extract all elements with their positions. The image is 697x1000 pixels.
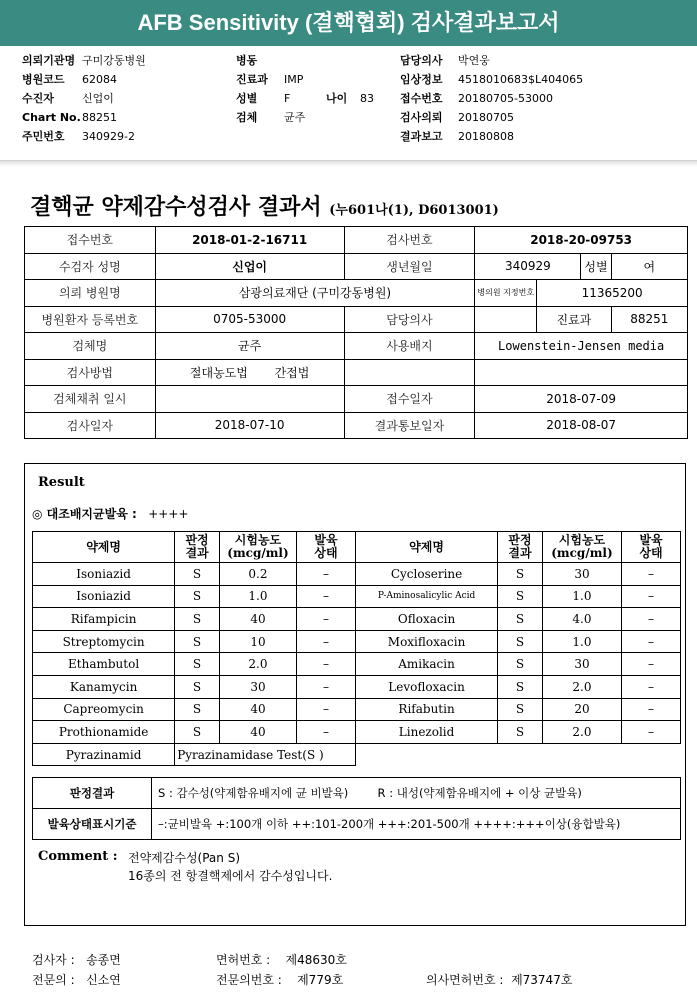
- specimen-label: 검체: [236, 111, 258, 124]
- cell-label: 접수번호: [25, 227, 156, 254]
- drug-judge: S: [498, 563, 543, 586]
- column-header: 약제명: [355, 532, 497, 563]
- department: IMP: [284, 73, 304, 86]
- column-header: 약제명: [33, 532, 175, 563]
- drug-drug: Capreomycin: [33, 698, 175, 721]
- hospital-name-label: 의뢰기관명: [22, 54, 76, 67]
- cell-label: 진료과: [537, 306, 611, 333]
- exam-number: 2018-20-09753: [475, 227, 688, 254]
- report-title: [30, 190, 499, 221]
- drug-drug: P-Aminosalicylic Acid: [355, 585, 497, 608]
- collection-datetime: [155, 386, 344, 413]
- drug-judge: S: [498, 698, 543, 721]
- column-header: 판정 결과: [498, 532, 543, 563]
- doctor: 박연웅: [458, 54, 490, 67]
- request-date-label: 검사의뢰: [400, 111, 443, 124]
- drug-conc: 20: [542, 698, 621, 721]
- request-info-table: [24, 226, 688, 439]
- drug-judge: S: [498, 608, 543, 631]
- drug-row: [33, 653, 681, 676]
- attending-doctor: [475, 306, 537, 333]
- drug-drug: Isoniazid: [33, 585, 175, 608]
- cell-label: 검사번호: [344, 227, 475, 254]
- drug-judge: S: [498, 721, 543, 744]
- drug-row: [33, 675, 681, 698]
- drug-drug: Amikacin: [355, 653, 497, 676]
- method-absolute: 절대농도법: [189, 365, 248, 380]
- drug-growth: –: [297, 630, 356, 653]
- drug-growth: –: [622, 698, 681, 721]
- drug-drug: Ofloxacin: [355, 608, 497, 631]
- report-title-text: 결핵균 약제감수성검사 결과서: [30, 194, 322, 220]
- cell-label: 사용배지: [344, 333, 475, 360]
- drug-judge: S: [175, 563, 220, 586]
- drug-conc: 1.0: [219, 585, 296, 608]
- drug-judge: S: [498, 630, 543, 653]
- cell-label: 병의원 지정번호: [475, 280, 537, 307]
- receipt-number: 2018-01-2-16711: [155, 227, 344, 254]
- column-header: 판정 결과: [175, 532, 220, 563]
- drug-drug: Linezolid: [355, 721, 497, 744]
- control-growth: [32, 505, 188, 522]
- drug-judge: S: [498, 675, 543, 698]
- cell-label: 수검자 성명: [25, 253, 156, 280]
- drug-judge: S: [175, 630, 220, 653]
- birth-date: 340929: [475, 253, 581, 280]
- tester-name: 송종면: [86, 953, 121, 967]
- specialist-number: 제779호: [297, 973, 344, 987]
- cell-label: 검체채취 일시: [25, 386, 156, 413]
- cell-label: 검체명: [25, 333, 156, 360]
- cell-label: 담당의사: [344, 306, 475, 333]
- drug-row: [33, 608, 681, 631]
- column-header: 발육 상태: [297, 532, 356, 563]
- comment-line: 전약제감수성(Pan S): [128, 851, 241, 865]
- cell-label: 검사방법: [25, 359, 156, 386]
- judgement-legend: [152, 778, 681, 809]
- clinical-info: 4518010683$L404065: [458, 73, 584, 86]
- drug-sensitivity-table: [32, 531, 681, 766]
- report-banner-title: AFB Sensitivity (결핵협회) 검사결과보고서: [0, 0, 697, 46]
- empty-cell: [475, 359, 688, 386]
- empty-cell: [344, 359, 475, 386]
- test-date: 2018-07-10: [155, 412, 344, 439]
- drug-conc: 2.0: [542, 675, 621, 698]
- pyrazinamidase-test: Pyrazinamidase Test(S ): [175, 743, 356, 766]
- drug-drug: Levofloxacin: [355, 675, 497, 698]
- drug-conc: 40: [219, 698, 296, 721]
- notification-date: 2018-08-07: [475, 412, 688, 439]
- receipt-no: 20180705-53000: [458, 92, 553, 105]
- drug-drug: Isoniazid: [33, 563, 175, 586]
- sex: F: [284, 92, 291, 105]
- specialist-name: 신소연: [86, 973, 121, 987]
- specimen: 균주: [284, 111, 306, 124]
- drug-drug: Kanamycin: [33, 675, 175, 698]
- doctor-label: 담당의사: [400, 54, 443, 67]
- drug-row: [33, 563, 681, 586]
- column-header: 시험농도 (mcg/ml): [219, 532, 296, 563]
- chart-no-label: Chart No.: [22, 111, 81, 124]
- cell-label: 생년월일: [344, 253, 475, 280]
- comment-label: Comment :: [38, 849, 118, 864]
- judgement-s: S : 감수성(약제함유배지에 균 비발육): [158, 786, 349, 800]
- examinee-sex: 여: [611, 253, 687, 280]
- judgement-legend-label: 판정결과: [33, 778, 152, 809]
- drug-drug: Prothionamide: [33, 721, 175, 744]
- drug-growth: –: [297, 698, 356, 721]
- drug-growth: –: [622, 630, 681, 653]
- drug-conc: 0.2: [219, 563, 296, 586]
- drug-row: [33, 585, 681, 608]
- drug-drug: Rifabutin: [355, 698, 497, 721]
- drug-drug: Streptomycin: [33, 630, 175, 653]
- drug-judge: S: [498, 585, 543, 608]
- comment-section: [38, 849, 332, 885]
- specialist-label: 전문의 :: [32, 973, 75, 987]
- cell-label: 검사일자: [25, 412, 156, 439]
- cell-label: 성별: [581, 253, 611, 280]
- report-code: (누601나(1), D6013001): [329, 203, 499, 218]
- drug-drug: Rifampicin: [33, 608, 175, 631]
- comment-line: 16종의 전 항결핵제에서 감수성입니다.: [128, 869, 333, 883]
- drug-conc: 4.0: [542, 608, 621, 631]
- department-label: 진료과: [236, 73, 268, 86]
- drug-judge: S: [175, 653, 220, 676]
- drug-row: [33, 743, 681, 766]
- patient-label: 수진자: [22, 92, 54, 105]
- header-divider: [0, 160, 697, 167]
- cell-label: 의뢰 병원명: [25, 280, 156, 307]
- receipt-date: 2018-07-09: [475, 386, 688, 413]
- drug-judge: S: [175, 608, 220, 631]
- legend-table: [32, 777, 681, 840]
- drug-drug: Moxifloxacin: [355, 630, 497, 653]
- drug-growth: –: [297, 653, 356, 676]
- drug-conc: 10: [219, 630, 296, 653]
- drug-growth: –: [297, 608, 356, 631]
- license-label: 면허번호 :: [216, 953, 271, 967]
- drug-growth: –: [622, 675, 681, 698]
- drug-conc: 40: [219, 721, 296, 744]
- drug-conc: 30: [542, 653, 621, 676]
- column-header: 시험농도 (mcg/ml): [542, 532, 621, 563]
- drug-conc: 1.0: [542, 585, 621, 608]
- drug-growth: –: [622, 608, 681, 631]
- license-number: 제48630호: [285, 953, 347, 967]
- drug-drug: Ethambutol: [33, 653, 175, 676]
- test-methods: [155, 359, 344, 386]
- doctor-license-number: 제73747호: [511, 973, 573, 987]
- clinical-info-label: 임상정보: [400, 73, 443, 86]
- drug-row: [33, 698, 681, 721]
- drug-conc: 30: [219, 675, 296, 698]
- resident-no: 340929-2: [82, 130, 135, 143]
- age-label: 나이: [326, 92, 348, 105]
- drug-conc: 40: [219, 608, 296, 631]
- judgement-r: R : 내성(약제함유배지에 + 이상 균발육): [377, 786, 582, 800]
- cell-label: 접수일자: [344, 386, 475, 413]
- drug-drug: Cycloserine: [355, 563, 497, 586]
- empty-cell: [355, 743, 680, 766]
- drug-judge: S: [175, 721, 220, 744]
- doctor-license-label: 의사면허번호 :: [426, 973, 504, 987]
- drug-conc: 2.0: [542, 721, 621, 744]
- designated-number: 11365200: [537, 280, 688, 307]
- drug-growth: –: [622, 585, 681, 608]
- receipt-no-label: 접수번호: [400, 92, 443, 105]
- drug-growth: –: [297, 563, 356, 586]
- drug-judge: S: [175, 698, 220, 721]
- requesting-hospital: 삼광의료재단 (구미강동병원): [155, 280, 475, 307]
- drug-row: [33, 630, 681, 653]
- drug-judge: S: [175, 675, 220, 698]
- drug-growth: –: [297, 721, 356, 744]
- drug-judge: S: [175, 585, 220, 608]
- hospital-code-label: 병원코드: [22, 73, 65, 86]
- hospital-name: 구미강동병원: [82, 54, 146, 67]
- specialist-no-label: 전문의번호 :: [216, 973, 282, 987]
- report-date: 20180808: [458, 130, 514, 143]
- drug-conc: 30: [542, 563, 621, 586]
- growth-legend-label: 발육상태표시기준: [33, 809, 152, 840]
- cell-label: 병원환자 등록번호: [25, 306, 156, 333]
- sex-label: 성별: [236, 92, 258, 105]
- drug-growth: –: [297, 675, 356, 698]
- control-growth-label: ◎ 대조배지균발육 :: [32, 507, 137, 521]
- method-indirect: 간접법: [274, 365, 310, 380]
- chart-no: 88251: [82, 111, 117, 124]
- report-date-label: 결과보고: [400, 130, 443, 143]
- patient-registration-number: 0705-53000: [155, 306, 344, 333]
- cell-label: 결과통보일자: [344, 412, 475, 439]
- culture-medium: Lowenstein-Jensen media: [475, 333, 688, 360]
- result-title: Result: [38, 475, 85, 490]
- resident-no-label: 주민번호: [22, 130, 65, 143]
- drug-growth: –: [622, 721, 681, 744]
- tester-label: 검사자 :: [32, 953, 75, 967]
- specimen-name: 균주: [155, 333, 344, 360]
- examinee-name: 신업이: [155, 253, 344, 280]
- ward-label: 병동: [236, 54, 258, 67]
- patient-name: 신업이: [82, 92, 114, 105]
- growth-legend: –:균비발육 +:100개 이하 ++:101-200개 +++:201-500개 ++++:+++이상(융합발육): [152, 809, 681, 840]
- drug-row: [33, 721, 681, 744]
- control-growth-value: ++++: [148, 507, 189, 521]
- drug-conc: 2.0: [219, 653, 296, 676]
- hospital-code: 62084: [82, 73, 117, 86]
- drug-conc: 1.0: [542, 630, 621, 653]
- column-header: 발육 상태: [622, 532, 681, 563]
- drug-judge: S: [498, 653, 543, 676]
- drug-growth: –: [622, 653, 681, 676]
- request-date: 20180705: [458, 111, 514, 124]
- age: 83: [360, 92, 374, 105]
- drug-growth: –: [622, 563, 681, 586]
- drug-drug: Pyrazinamid: [33, 743, 175, 766]
- drug-growth: –: [297, 585, 356, 608]
- department-code: 88251: [611, 306, 687, 333]
